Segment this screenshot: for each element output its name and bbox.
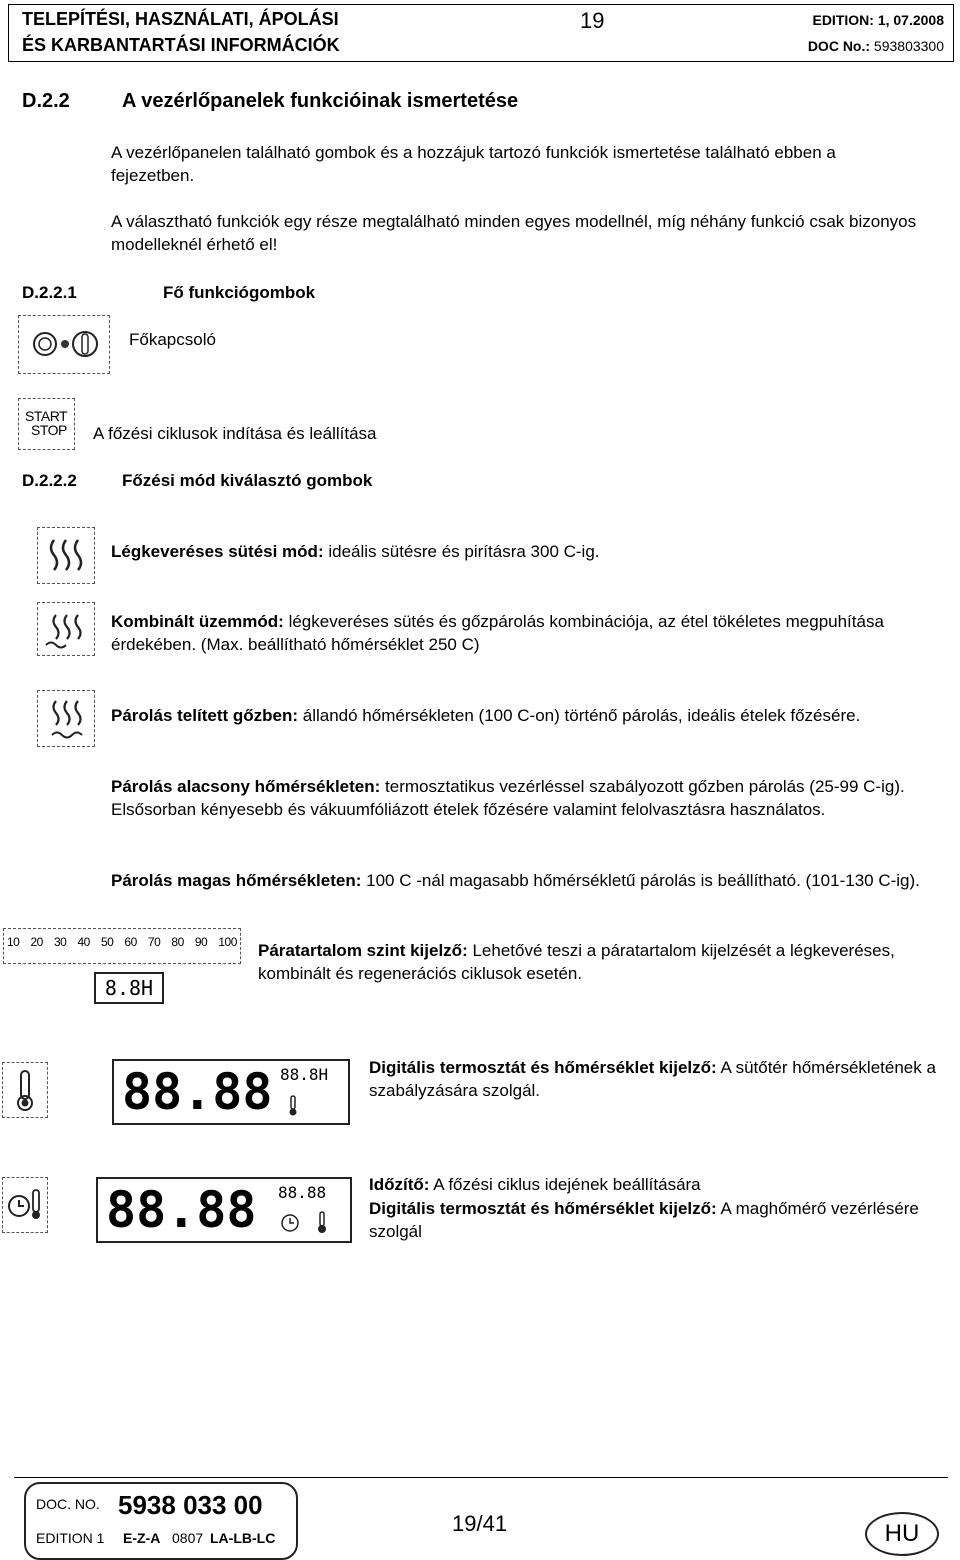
steam-mode-text: állandó hőmérsékleten (100 C-on) történő párolás, ideális ételek főzésére. [298, 706, 861, 725]
thermostat-display-small: 88.8H [280, 1065, 329, 1084]
high-temp-steam-label: Párolás magas hőmérsékleten: [111, 871, 362, 890]
humidity-scale-bar [3, 928, 241, 964]
timer-description [369, 1173, 939, 1196]
subsection-1-number: D.2.2.1 [22, 283, 77, 302]
humidity-scale-tick: 50 [100, 935, 114, 949]
combi-mode-icon [37, 602, 95, 656]
timer-label: Időzítő: [369, 1175, 430, 1194]
subsection-2-title: Főzési mód kiválasztó gombok [122, 471, 373, 490]
stamp-code-3: LA-LB-LC [210, 1530, 276, 1546]
header-edition: EDITION: 1, 07.2008 [812, 12, 944, 28]
main-switch-label: Főkapcsoló [129, 330, 216, 349]
timer-display-big: 88.88 [106, 1181, 257, 1239]
subsection-2-number: D.2.2.2 [22, 471, 77, 490]
stamp-code-1: E-Z-A [123, 1530, 161, 1546]
header-page-number: 19 [580, 8, 605, 33]
timer-display-small: 88.88 [278, 1183, 327, 1202]
start-stop-description: A főzési ciklusok indítása és leállítása [93, 424, 377, 443]
humidity-description [258, 939, 938, 985]
humidity-scale-tick: 100 [218, 935, 237, 949]
probe-description [369, 1197, 939, 1243]
humidity-scale-tick: 60 [124, 935, 137, 949]
combi-mode-label: Kombinált üzemmód: [111, 612, 284, 631]
display-clock-icon [280, 1213, 300, 1233]
timer-display [96, 1177, 352, 1243]
humidity-display: 8.8H [94, 972, 164, 1004]
convection-mode-icon [37, 527, 95, 584]
humidity-scale-tick: 70 [147, 935, 161, 949]
display-probe-icon [314, 1211, 330, 1235]
timer-text: A főzési ciklus idejének beállítására [429, 1175, 701, 1194]
convection-mode-label: Légkeveréses sütési mód: [111, 542, 324, 561]
low-temp-steam-label: Párolás alacsony hőmérsékleten: [111, 777, 381, 796]
thermostat-label: Digitális termosztát és hőmérséklet kijelző: [369, 1058, 717, 1077]
header-title-line2: ÉS KARBANTARTÁSI INFORMÁCIÓK [22, 35, 340, 55]
thermostat-description [369, 1056, 939, 1102]
thermostat-text: A sütőtér hőmérsékletének a szabályzására szolgál. [369, 1058, 936, 1100]
humidity-scale-tick: 90 [194, 935, 208, 949]
humidity-scale-tick: 20 [30, 935, 43, 949]
steam-mode-label: Párolás telített gőzben: [111, 706, 299, 725]
humidity-scale-tick: 30 [53, 935, 67, 949]
start-stop-icon [18, 398, 75, 450]
country-code-badge: HU [865, 1512, 939, 1556]
thermostat-display-big: 88.88 [122, 1063, 273, 1121]
convection-mode-text: ideális sütésre és pirításra 300 C-ig. [323, 542, 600, 561]
steam-mode-description [111, 704, 931, 727]
stamp-doc-number: 5938 033 00 [118, 1490, 263, 1520]
humidity-scale-tick: 80 [171, 935, 184, 949]
intro-paragraph-2: A választható funkciók egy része megtalálható minden egyes modellnél, míg néhány funkció csak bizonyos modelleknél érhető el! [111, 212, 917, 254]
probe-text: A maghőmérő vezérlésére szolgál [369, 1199, 919, 1241]
thermometer-icon [2, 1062, 48, 1118]
intro-paragraph-1: A vezérlőpanelen található gombok és a hozzájuk tartozó funkciók ismertetése található ebben a fejezetben. [111, 143, 836, 185]
stamp-code-2: 0807 [172, 1530, 204, 1546]
stamp-doc-label: DOC. NO. [36, 1496, 100, 1512]
stamp-edition: EDITION 1 [36, 1530, 105, 1546]
low-temp-steam-text: termosztatikus vezérléssel szabályozott gőzben párolás (25-99 C-ig). Elsősorban kényesebb és vákuumfóliázott ételek főzésére valamint felolvasztásra használatos. [111, 777, 905, 819]
section-title: A vezérlőpanelek funkcióinak ismertetése [122, 90, 519, 112]
main-switch-icon [18, 315, 110, 374]
low-temp-steam-description [111, 775, 951, 821]
combi-mode-description [111, 610, 931, 656]
steam-mode-icon [37, 690, 95, 747]
header-title-line1: TELEPÍTÉSI, HASZNÁLATI, ÁPOLÁSI [22, 9, 339, 29]
humidity-text: Lehetővé teszi a páratartalom kijelzését a légkeveréses, kombinált és regenerációs ciklusok esetén. [258, 941, 895, 983]
subsection-1-title: Fő funkciógombok [163, 283, 316, 302]
start-label: START [25, 408, 68, 424]
timer-probe-icon [2, 1177, 48, 1233]
footer-page-number: 19/41 [452, 1511, 508, 1536]
section-number: D.2.2 [22, 90, 70, 112]
high-temp-steam-description [111, 869, 951, 892]
combi-mode-text: légkeveréses sütés és gőzpárolás kombinációja, az étel tökéletes megpuhítása érdekében. (Max. beállítható hőmérséklet 250 C) [111, 612, 884, 654]
doc-number-value: 593803300 [873, 38, 944, 54]
footer-divider [14, 1477, 948, 1478]
high-temp-steam-text: 100 C -nál magasabb hőmérsékletű párolás is beállítható. (101-130 C-ig). [361, 871, 920, 890]
stop-label: STOP [31, 422, 67, 438]
doc-label: DOC No.: [807, 38, 871, 54]
probe-label: Digitális termosztát és hőmérséklet kijelző: [369, 1199, 717, 1218]
display-thermometer-icon [286, 1095, 300, 1117]
document-stamp [24, 1482, 298, 1560]
convection-mode-description [111, 540, 931, 563]
header-doc-number [808, 38, 944, 54]
humidity-label: Páratartalom szint kijelző: [258, 941, 468, 960]
humidity-scale-tick: 10 [7, 935, 20, 949]
thermostat-display [112, 1059, 350, 1125]
humidity-scale-tick: 40 [77, 935, 90, 949]
